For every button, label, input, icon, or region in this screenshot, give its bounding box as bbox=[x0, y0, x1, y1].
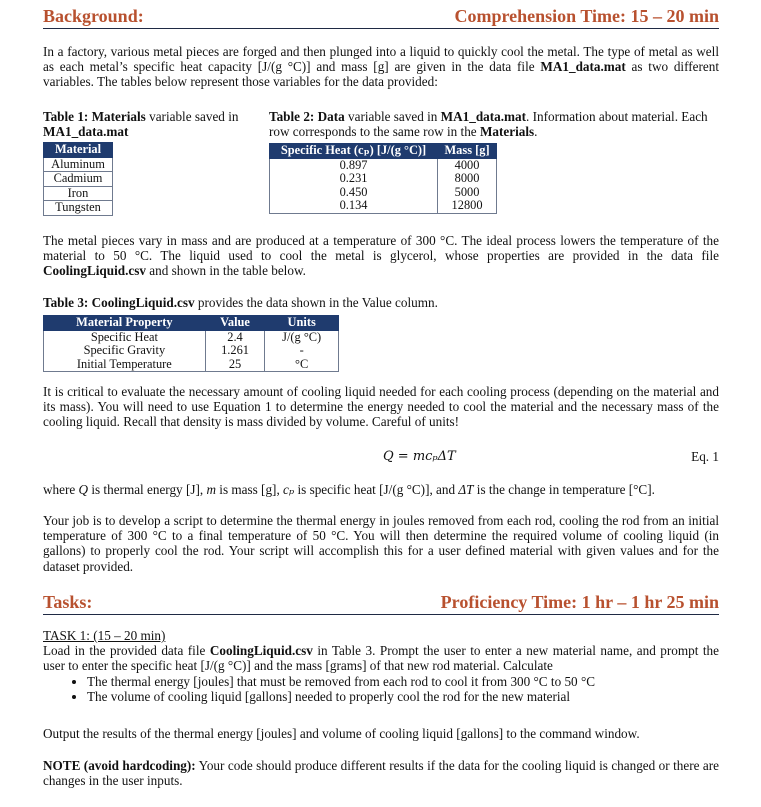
table-row: 0.897 4000 bbox=[270, 158, 497, 172]
where-paragraph: where Q is thermal energy [J], m is mass [g], cₚ is specific heat [J/(g °C)], and ΔT is the change in temperature [°C]. bbox=[43, 482, 655, 497]
table-cell: Iron bbox=[44, 186, 113, 201]
table-row: 0.134 12800 bbox=[270, 199, 497, 213]
comprehension-time: Comprehension Time: 15 – 20 min bbox=[454, 6, 719, 26]
table-cell: Aluminum bbox=[44, 157, 113, 172]
table-header: Material bbox=[44, 143, 113, 158]
tasks-title: Tasks: bbox=[43, 592, 93, 612]
table3-caption: Table 3: CoolingLiquid.csv provides the data shown in the Value column. bbox=[43, 295, 438, 310]
background-header bbox=[43, 6, 719, 29]
table-row: 0.450 5000 bbox=[270, 186, 497, 200]
table2-caption: Table 2: Data variable saved in MA1_data.mat. Information about material. Each row corresponds to the same row in the Materials. bbox=[269, 109, 708, 139]
proficiency-time: Proficiency Time: 1 hr – 1 hr 25 min bbox=[440, 592, 719, 612]
task1-title: TASK 1: (15 – 20 min) bbox=[43, 628, 166, 643]
intro-paragraph: In a factory, various metal pieces are forged and then plunged into a liquid to quickly cool the metal. The type of metal as well as each metal’s specific heat capacity [J/(g °C)] and mass [g] are given in the data file MA1_data.mat as two different variables. The tables below represent those variables for the data provided: bbox=[43, 44, 719, 90]
equation-label: Eq. 1 bbox=[691, 449, 719, 464]
table-header: Specific Heat (cₚ) [J/(g °C)] bbox=[270, 144, 438, 159]
tasks-header bbox=[43, 592, 719, 615]
table-header: Value bbox=[205, 316, 265, 331]
job-paragraph: Your job is to develop a script to determine the thermal energy in joules removed from each rod, cooling the rod from an initial temperature of 300 °C to a final temperature of 50 °C. You will then determine the required volume of cooling liquid (in gallons) to properly cool the rod. Your script will accomplish this for a user defined material with given values and for the dataset provided. bbox=[43, 513, 719, 574]
process-paragraph: The metal pieces vary in mass and are produced at a temperature of 300 °C. The ideal process lowers the temperature of the material to 50 °C. The liquid used to cool the metal is glycerol, whose properties are provided in the data file CoolingLiquid.csv and shown in the table below. bbox=[43, 233, 719, 279]
output-paragraph: Output the results of the thermal energy [joules] and volume of cooling liquid [gallons] to the command window. bbox=[43, 726, 640, 741]
note-paragraph: NOTE (avoid hardcoding): Your code should produce different results if the data for the cooling liquid is changed or there are changes in the user inputs. bbox=[43, 758, 719, 789]
task1-block bbox=[43, 628, 719, 704]
task1-bullets bbox=[43, 674, 719, 704]
table-row: Specific Heat 2.4 J/(g °C) bbox=[44, 330, 339, 344]
table-cell: Cadmium bbox=[44, 172, 113, 187]
equation-formula: Q = mcₚΔT bbox=[383, 449, 456, 464]
table-row: Specific Gravity 1.261 - bbox=[44, 344, 339, 358]
table-cell: Tungsten bbox=[44, 201, 113, 216]
data-table bbox=[269, 143, 497, 214]
task1-body: Load in the provided data file CoolingLiquid.csv in Table 3. Prompt the user to enter a new material name, and prompt the user to enter the specific heat [J/(g °C)] and the mass [grams] of that new rod material. Calculate bbox=[43, 643, 719, 674]
materials-table bbox=[43, 142, 113, 216]
list-item: • The volume of cooling liquid [gallons] needed to properly cool the rod for the new material bbox=[87, 689, 719, 704]
table-header: Mass [g] bbox=[438, 144, 497, 159]
table-header: Material Property bbox=[44, 316, 206, 331]
table-row: Initial Temperature 25 °C bbox=[44, 358, 339, 372]
background-title: Background: bbox=[43, 6, 144, 26]
table-header: Units bbox=[265, 316, 339, 331]
list-item: • The thermal energy [joules] that must be removed from each rod to cool it from 300 °C to 50 °C bbox=[87, 674, 719, 689]
table1-caption: Table 1: Materials variable saved in MA1_data.mat bbox=[43, 109, 239, 139]
evaluation-paragraph: It is critical to evaluate the necessary amount of cooling liquid needed for each cooling process (depending on the material and its mass). You will need to use Equation 1 to determine the energy needed to cool the material and the necessary mass of the cooling liquid. Recall that density is mass divided by volume. Careful of units! bbox=[43, 384, 719, 430]
equation-1 bbox=[43, 449, 719, 467]
cooling-liquid-table bbox=[43, 315, 339, 372]
table-row: 0.231 8000 bbox=[270, 172, 497, 186]
